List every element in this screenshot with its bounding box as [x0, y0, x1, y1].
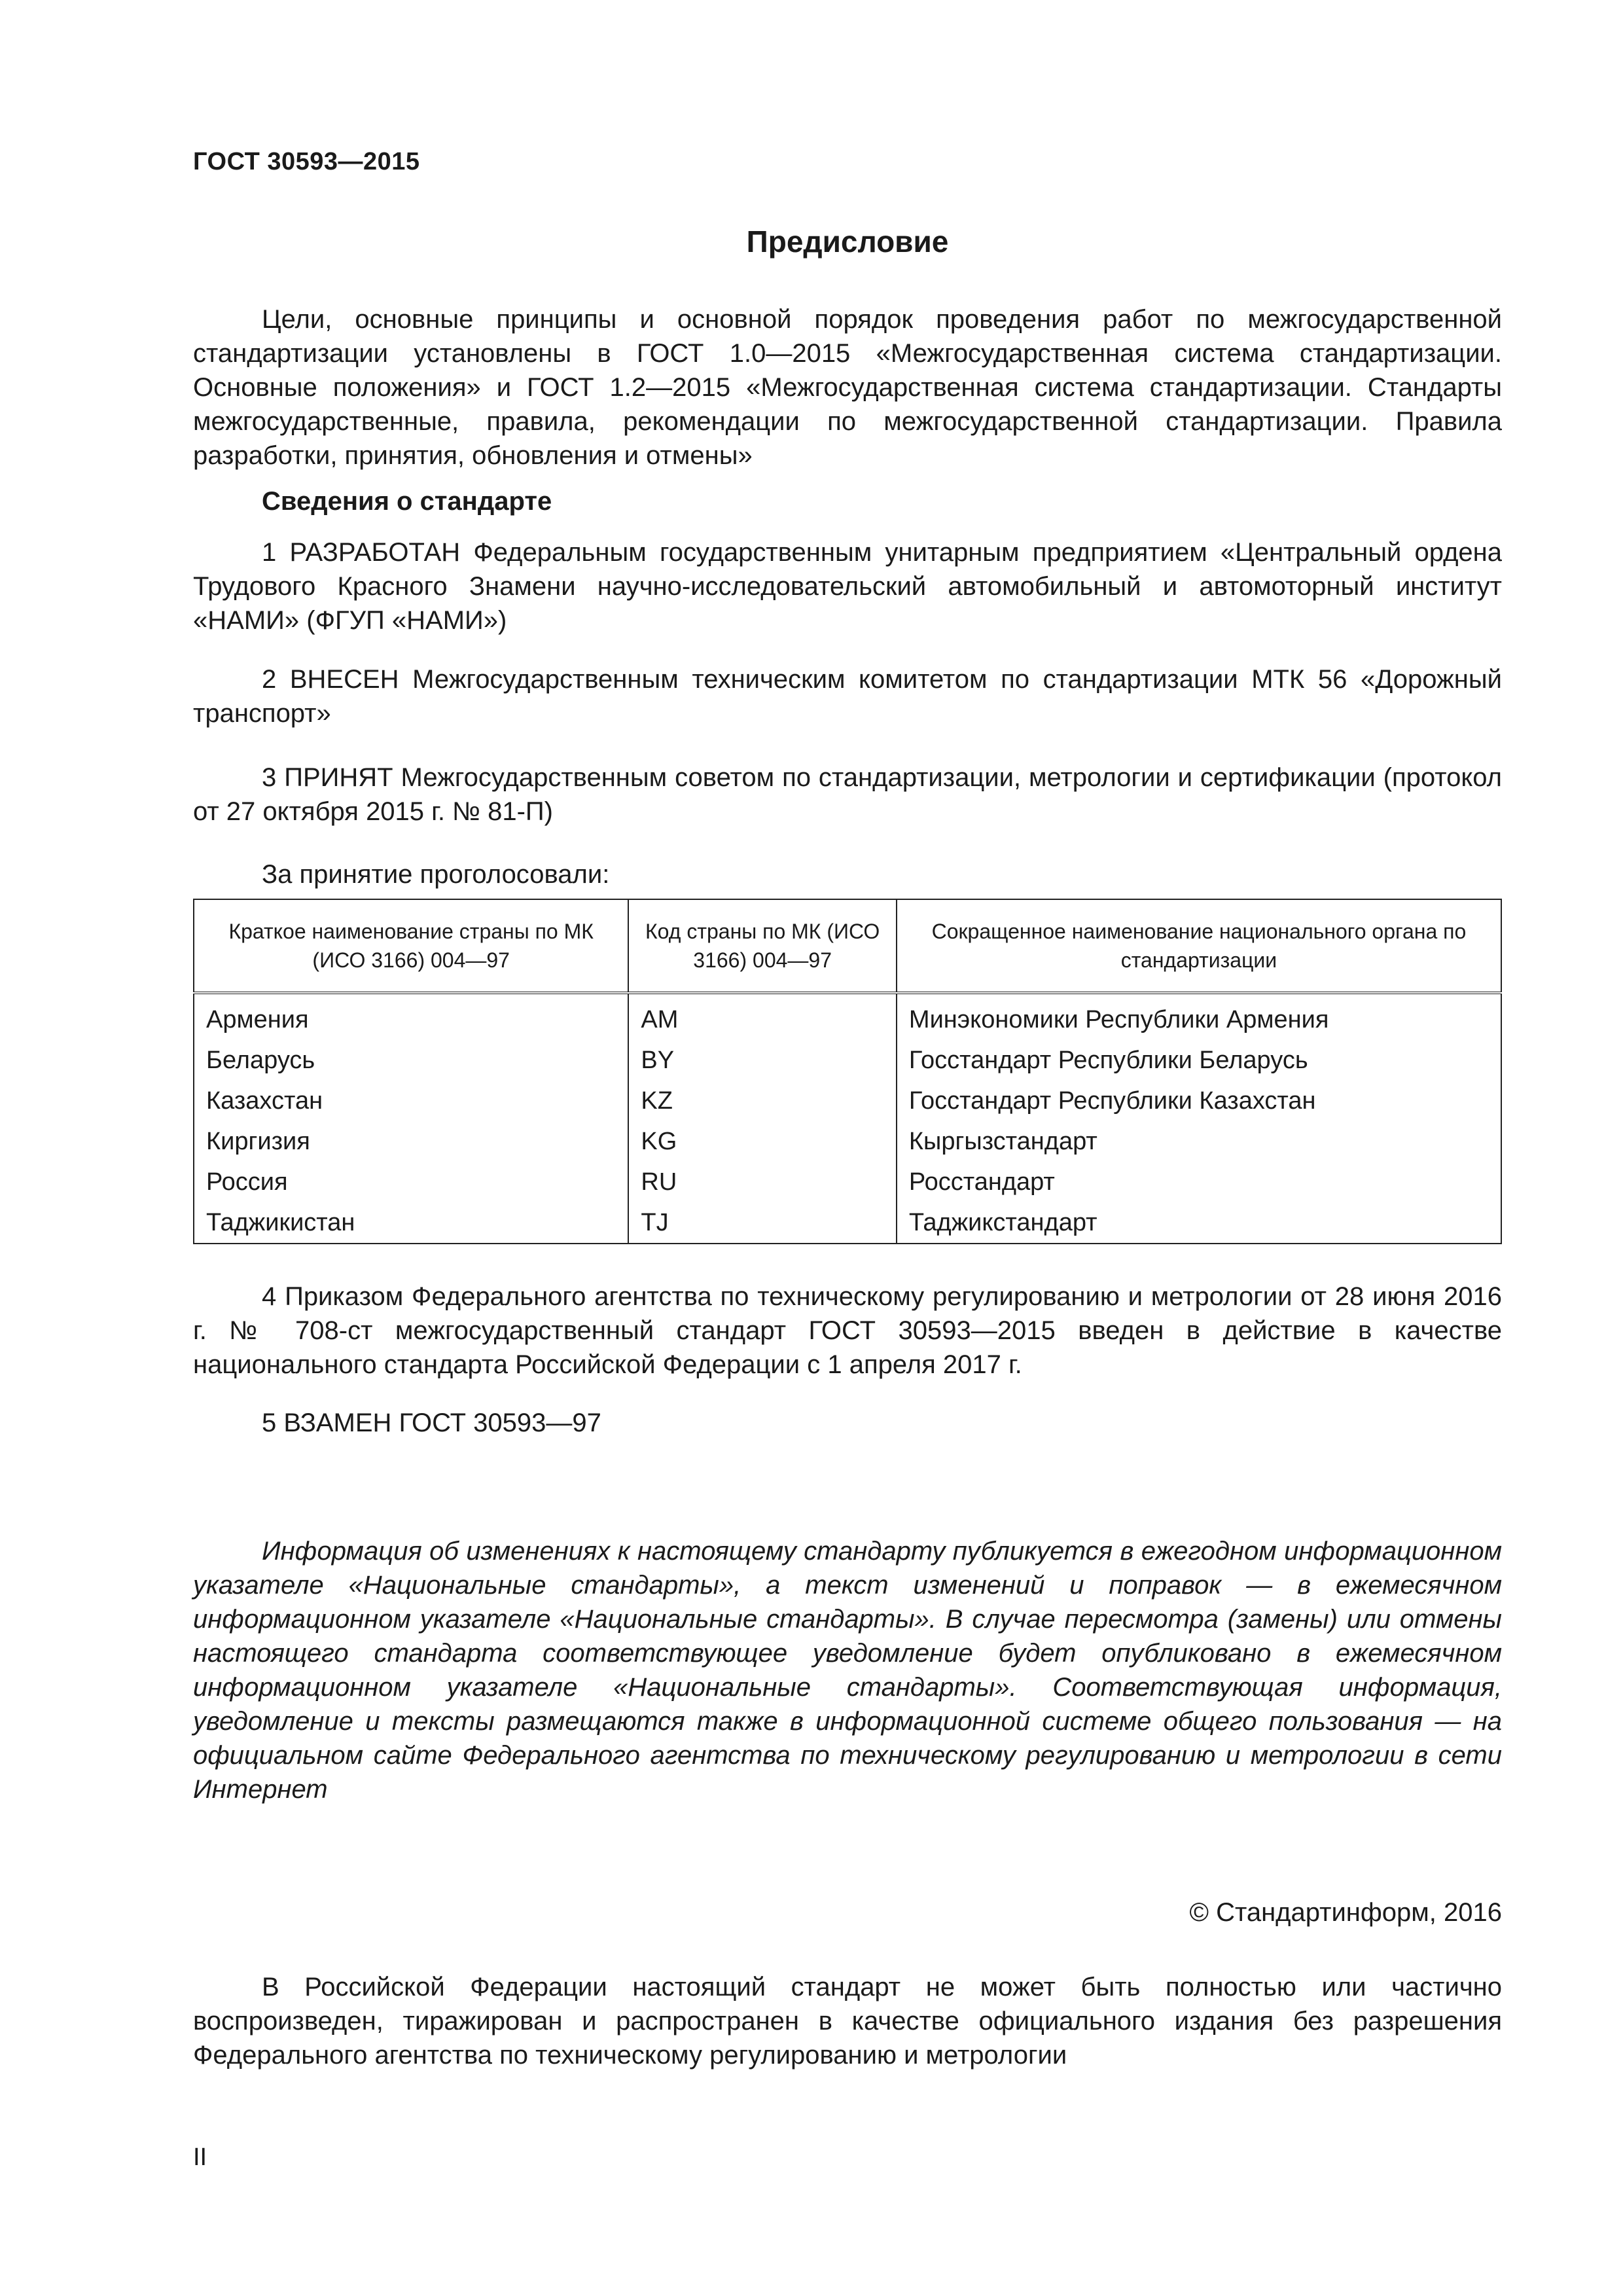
item-1-paragraph: 1 РАЗРАБОТАН Федеральным государственным унитарным предприятием «Центральный ордена Трудового Красного Знамени научно-исследовательский автомобильный и автомоторный институт «НАМИ» (ФГУП «НАМИ»)	[193, 538, 1502, 635]
table-row	[194, 1202, 1501, 1244]
table-cell: Кыргызстандарт	[897, 1121, 1501, 1162]
table-cell: Госстандарт Республики Казахстан	[897, 1081, 1501, 1121]
page-number: II	[193, 2144, 207, 2171]
table-cell: KG	[628, 1121, 897, 1162]
table-cell: Армения	[194, 993, 628, 1040]
table-row	[194, 1040, 1501, 1081]
table-cell: TJ	[628, 1202, 897, 1244]
table-header-row	[194, 899, 1501, 993]
item-3-paragraph: 3 ПРИНЯТ Межгосударственным советом по стандартизации, метрологии и сертификации (протокол от 27 октября 2015 г. № 81-П)	[193, 763, 1502, 826]
item-4-paragraph: 4 Приказом Федерального агентства по техническому регулированию и метрологии от 28 июня 2016 г. № 708-ст межгосударственный стандарт ГОСТ 30593—2015 введен в действие в качестве национального стандарта Российской Федерации с 1 апреля 2017 г.	[193, 1282, 1502, 1379]
table-cell: Таджикистан	[194, 1202, 628, 1244]
item-5-paragraph: 5 ВЗАМЕН ГОСТ 30593—97	[262, 1408, 601, 1437]
intro-paragraph: Цели, основные принципы и основной порядок проведения работ по межгосударственной стандартизации установлены в ГОСТ 1.0—2015 «Межгосударственная система стандартизации. Основные положения» и ГОСТ 1.2—2015 «Межгосударственная система стандартизации. Стандарты межгосударственные, правила, рекомендации по межгосударственной стандартизации. Правила разработки, принятия, обновления и отмены»	[193, 305, 1502, 470]
table-cell: Россия	[194, 1162, 628, 1202]
table-cell: Таджикстандарт	[897, 1202, 1501, 1244]
table-cell: AM	[628, 993, 897, 1040]
table-header-cell: Сокращенное наименование национального органа по стандартизации	[897, 899, 1501, 993]
section-subheading: Сведения о стандарте	[262, 487, 552, 516]
table-header-cell: Краткое наименование страны по МК (ИСО 3166) 004—97	[194, 899, 628, 993]
table-cell: Киргизия	[194, 1121, 628, 1162]
item-2-paragraph: 2 ВНЕСЕН Межгосударственным техническим комитетом по стандартизации МТК 56 «Дорожный транспорт»	[193, 665, 1502, 728]
table-row	[194, 1081, 1501, 1121]
copyright-line: © Стандартинформ, 2016	[1189, 1898, 1502, 1927]
table-header-cell: Код страны по МК (ИСО 3166) 004—97	[628, 899, 897, 993]
table-row	[194, 1121, 1501, 1162]
page-title: Предисловие	[746, 224, 949, 259]
vote-label: За принятие проголосовали:	[262, 860, 610, 889]
table-row	[194, 993, 1501, 1040]
table-cell: RU	[628, 1162, 897, 1202]
reproduction-notice: В Российской Федерации настоящий стандарт не может быть полностью или частично воспроизведен, тиражирован и распространен в качестве официального издания без разрешения Федерального агентства по техническому регулированию и метрологии	[193, 1973, 1502, 2070]
table-cell: Росстандарт	[897, 1162, 1501, 1202]
table-cell: Госстандарт Республики Беларусь	[897, 1040, 1501, 1081]
voting-table	[193, 899, 1502, 1244]
table-cell: Минэкономики Республики Армения	[897, 993, 1501, 1040]
table-cell: Беларусь	[194, 1040, 628, 1081]
table-cell: Казахстан	[194, 1081, 628, 1121]
info-notice-paragraph: Информация об изменениях к настоящему стандарту публикуется в ежегодном информационном указателе «Национальные стандарты», а текст изменений и поправок — в ежемесячном информационном указателе «Национальные стандарты». В случае пересмотра (замены) или отмены настоящего стандарта соответствующее уведомление будет опубликовано в ежемесячном информационном указателе «Национальные стандарты». Соответствующая информация, уведомление и тексты размещаются также в информационной системе общего пользования — на официальном сайте Федерального агентства по техническому регулированию и метрологии в сети Интернет	[193, 1537, 1502, 1804]
table-row	[194, 1162, 1501, 1202]
document-header: ГОСТ 30593—2015	[193, 148, 420, 175]
table-cell: BY	[628, 1040, 897, 1081]
table-cell: KZ	[628, 1081, 897, 1121]
